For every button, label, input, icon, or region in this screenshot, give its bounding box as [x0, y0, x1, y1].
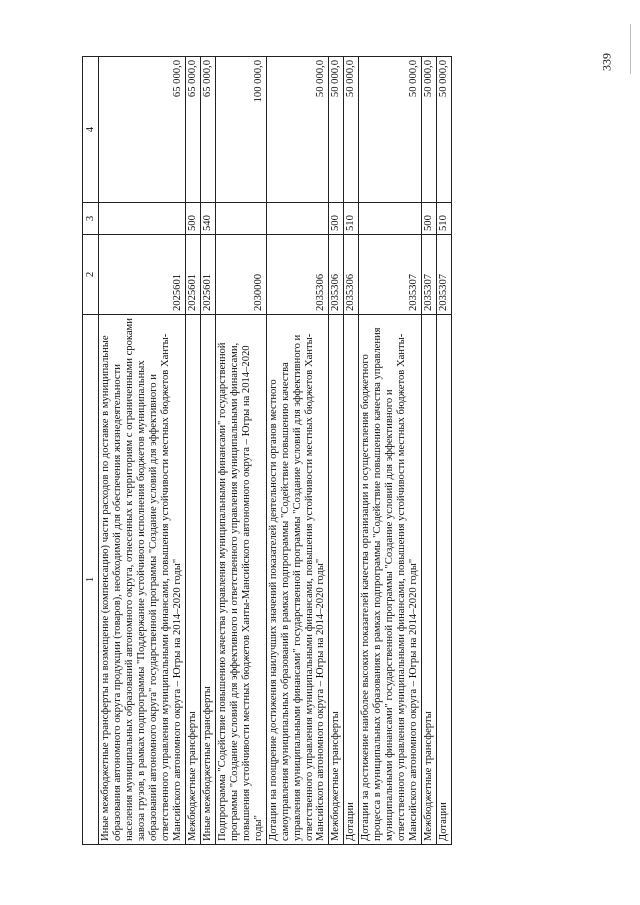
row-target-code: 2025601 [185, 235, 200, 315]
table-row [329, 57, 344, 845]
row-amount: 50 000,0 [437, 57, 452, 203]
page-number: 339 [599, 53, 614, 71]
column-header-3: 3 [83, 203, 99, 235]
row-description: Иные межбюджетные трансферты [200, 315, 215, 845]
scan-edge-mark [630, 24, 631, 74]
column-header-2: 2 [83, 235, 99, 315]
rotated-table-region [82, 57, 599, 845]
row-target-code: 2035307 [359, 235, 422, 315]
row-target-code: 2035306 [344, 235, 359, 315]
table-row [344, 57, 359, 845]
row-target-code: 2025601 [200, 235, 215, 315]
landscape-page-content [82, 57, 599, 845]
row-expense-type: 500 [185, 203, 200, 235]
row-amount: 50 000,0 [359, 57, 422, 203]
row-description: Дотации [437, 315, 452, 845]
table-row [266, 57, 329, 845]
row-expense-type: 540 [200, 203, 215, 235]
row-amount: 65 000,0 [200, 57, 215, 203]
row-expense-type [266, 203, 329, 235]
table-header-row [83, 57, 99, 845]
row-target-code: 2030000 [215, 235, 266, 315]
table-row [200, 57, 215, 845]
row-description: Межбюджетные трансферты [422, 315, 437, 845]
table-row [99, 57, 186, 845]
row-expense-type: 500 [329, 203, 344, 235]
row-expense-type: 510 [344, 203, 359, 235]
row-expense-type [99, 203, 186, 235]
row-description: Дотации на поощрение достижения наилучших значений показателей деятельности органов местного самоуправления муниципальных образований в рамках подпрограммы "Содействие повышению качества управления муниципальными финансами" государственной программы "Создание условий для эффективного и ответственного управления муниципальными финансами, повышения устойчивости местных бюджетов Ханты-Мансийского автономного округа – Югры на 2014–2020 годы" [266, 315, 329, 845]
row-amount: 65 000,0 [185, 57, 200, 203]
row-description: Дотации за достижение наиболее высоких показателей качества организации и осуществления бюджетного процесса в муниципальных образованиях в рамках подпрограммы "Содействие повышению качества управления муниципальными финансами" государственной программы "Создание условий для эффективного и ответственного управления муниципальными финансами, повышения устойчивости местных бюджетов Ханты-Мансийского автономного округа – Югры на 2014–2020 годы" [359, 315, 422, 845]
column-header-4: 4 [83, 57, 99, 203]
row-target-code: 2025601 [99, 235, 186, 315]
row-target-code: 2035307 [422, 235, 437, 315]
row-target-code: 2035306 [266, 235, 329, 315]
table-row [185, 57, 200, 845]
row-amount: 100 000,0 [215, 57, 266, 203]
row-expense-type [215, 203, 266, 235]
table-row [359, 57, 422, 845]
budget-table [82, 56, 452, 845]
row-expense-type: 500 [422, 203, 437, 235]
row-amount: 50 000,0 [266, 57, 329, 203]
row-amount: 50 000,0 [329, 57, 344, 203]
column-header-1: 1 [83, 315, 99, 845]
budget-table-body [83, 57, 452, 845]
row-expense-type [359, 203, 422, 235]
table-row [437, 57, 452, 845]
row-description: Дотации [344, 315, 359, 845]
row-amount: 65 000,0 [99, 57, 186, 203]
row-target-code: 2035306 [329, 235, 344, 315]
row-description: Межбюджетные трансферты [185, 315, 200, 845]
table-row [422, 57, 437, 845]
row-amount: 50 000,0 [422, 57, 437, 203]
table-row [215, 57, 266, 845]
row-expense-type: 510 [437, 203, 452, 235]
row-description: Иные межбюджетные трансферты на возмещение (компенсацию) части расходов по доставке в муниципальные образования автономного округа продукции (товаров), необходимой для обеспечения жизнедеятельности населения муниципальных образований автономного округа, отнесенных к территориям с ограниченными сроками завоза грузов, в рамках подпрограммы "Поддержание устойчивого исполнения бюджетов муниципальных образований автономного округа" государственной программы "Создание условий для эффективного и ответственного управления муниципальными финансами, повышения устойчивости местных бюджетов Ханты-Мансийского автономного округа – Югры на 2014–2020 годы" [99, 315, 186, 845]
row-description: Межбюджетные трансферты [329, 315, 344, 845]
row-amount: 50 000,0 [344, 57, 359, 203]
row-target-code: 2035307 [437, 235, 452, 315]
row-description: Подпрограмма "Содействие повышению качества управления муниципальными финансами" государственной программы "Создание условий для эффективного и ответственного управления муниципальными финансами, повышения устойчивости местных бюджетов Ханты-Мансийского автономного округа – Югры на 2014–2020 годы" [215, 315, 266, 845]
